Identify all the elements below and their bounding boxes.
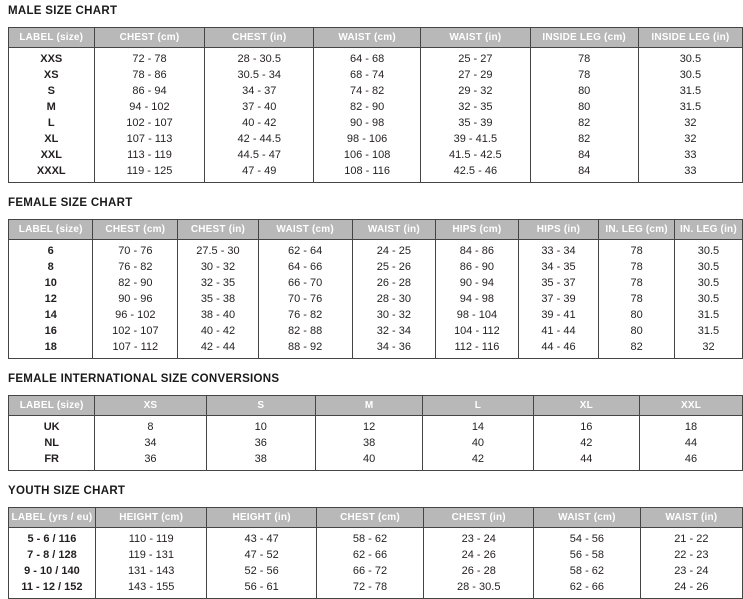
female-size-chart-table xyxy=(8,219,743,359)
value-cell: 110 - 119 xyxy=(95,528,207,548)
value-cell: 28 - 30 xyxy=(352,291,436,307)
value-cell: 42 - 44.5 xyxy=(205,131,314,147)
value-cell: 34 - 36 xyxy=(352,339,436,359)
column-header: WAIST (cm) xyxy=(258,220,352,240)
table-row xyxy=(9,99,743,115)
value-cell: 35 - 37 xyxy=(518,275,599,291)
value-cell: 47 - 52 xyxy=(207,547,316,563)
value-cell: 52 - 56 xyxy=(207,563,316,579)
row-label-cell: XXS xyxy=(9,48,95,68)
value-cell: 26 - 28 xyxy=(352,275,436,291)
column-header: WAIST (in) xyxy=(421,28,530,48)
value-cell: 42 xyxy=(533,435,639,451)
value-cell: 22 - 23 xyxy=(640,547,742,563)
value-cell: 34 - 35 xyxy=(518,259,599,275)
value-cell: 28 - 30.5 xyxy=(424,579,534,599)
value-cell: 30.5 xyxy=(638,48,742,68)
column-header: WAIST (in) xyxy=(640,508,742,528)
value-cell: 82 xyxy=(530,131,638,147)
value-cell: 32 - 35 xyxy=(178,275,259,291)
header-row xyxy=(9,220,743,240)
value-cell: 25 - 26 xyxy=(352,259,436,275)
table-row xyxy=(9,435,743,451)
column-header: CHEST (cm) xyxy=(93,220,178,240)
value-cell: 30.5 xyxy=(674,275,742,291)
table-row xyxy=(9,115,743,131)
value-cell: 39 - 41.5 xyxy=(421,131,530,147)
value-cell: 44.5 - 47 xyxy=(205,147,314,163)
value-cell: 33 xyxy=(638,147,742,163)
value-cell: 80 xyxy=(530,83,638,99)
value-cell: 98 - 104 xyxy=(436,307,518,323)
value-cell: 44 xyxy=(533,451,639,471)
female-international-size-conversions-table xyxy=(8,395,743,471)
value-cell: 74 - 82 xyxy=(314,83,421,99)
column-header: LABEL (size) xyxy=(9,28,95,48)
table-row xyxy=(9,547,743,563)
value-cell: 33 - 34 xyxy=(518,240,599,260)
value-cell: 84 xyxy=(530,147,638,163)
row-label-cell: 6 xyxy=(9,240,93,260)
column-header: WAIST (cm) xyxy=(314,28,421,48)
table-row xyxy=(9,240,743,260)
row-label-cell: XXL xyxy=(9,147,95,163)
row-label-cell: NL xyxy=(9,435,95,451)
section-female-international-size-conversions xyxy=(8,372,743,471)
value-cell: 66 - 72 xyxy=(316,563,424,579)
value-cell: 107 - 113 xyxy=(94,131,205,147)
value-cell: 90 - 96 xyxy=(93,291,178,307)
column-header: IN. LEG (in) xyxy=(674,220,742,240)
value-cell: 41.5 - 42.5 xyxy=(421,147,530,163)
column-header: CHEST (cm) xyxy=(316,508,424,528)
value-cell: 31.5 xyxy=(674,323,742,339)
value-cell: 56 - 58 xyxy=(534,547,640,563)
table-row xyxy=(9,307,743,323)
header-row xyxy=(9,508,743,528)
male-size-chart-title: MALE SIZE CHART xyxy=(8,5,118,17)
row-label-cell: 11 - 12 / 152 xyxy=(9,579,96,599)
row-label-cell: 8 xyxy=(9,259,93,275)
value-cell: 108 - 116 xyxy=(314,163,421,183)
value-cell: 34 xyxy=(95,435,206,451)
value-cell: 72 - 78 xyxy=(316,579,424,599)
value-cell: 35 - 39 xyxy=(421,115,530,131)
column-header: INSIDE LEG (cm) xyxy=(530,28,638,48)
value-cell: 31.5 xyxy=(638,83,742,99)
value-cell: 24 - 26 xyxy=(640,579,742,599)
value-cell: 30.5 xyxy=(674,240,742,260)
row-label-cell: 18 xyxy=(9,339,93,359)
value-cell: 37 - 40 xyxy=(205,99,314,115)
value-cell: 90 - 98 xyxy=(314,115,421,131)
value-cell: 29 - 32 xyxy=(421,83,530,99)
column-header: HIPS (cm) xyxy=(436,220,518,240)
value-cell: 38 xyxy=(206,451,315,471)
value-cell: 54 - 56 xyxy=(534,528,640,548)
table-row xyxy=(9,416,743,436)
value-cell: 76 - 82 xyxy=(93,259,178,275)
value-cell: 18 xyxy=(640,416,743,436)
value-cell: 30.5 xyxy=(674,291,742,307)
value-cell: 31.5 xyxy=(638,99,742,115)
value-cell: 86 - 90 xyxy=(436,259,518,275)
value-cell: 82 xyxy=(530,115,638,131)
value-cell: 102 - 107 xyxy=(94,115,205,131)
row-label-cell: XL xyxy=(9,131,95,147)
row-label-cell: 16 xyxy=(9,323,93,339)
value-cell: 58 - 62 xyxy=(316,528,424,548)
value-cell: 70 - 76 xyxy=(93,240,178,260)
value-cell: 23 - 24 xyxy=(640,563,742,579)
value-cell: 40 xyxy=(423,435,533,451)
value-cell: 36 xyxy=(206,435,315,451)
table-row xyxy=(9,323,743,339)
value-cell: 143 - 155 xyxy=(95,579,207,599)
value-cell: 40 - 42 xyxy=(178,323,259,339)
value-cell: 82 - 90 xyxy=(314,99,421,115)
value-cell: 34 - 37 xyxy=(205,83,314,99)
value-cell: 23 - 24 xyxy=(424,528,534,548)
table-row xyxy=(9,67,743,83)
value-cell: 38 - 40 xyxy=(178,307,259,323)
value-cell: 38 xyxy=(315,435,422,451)
value-cell: 43 - 47 xyxy=(207,528,316,548)
value-cell: 131 - 143 xyxy=(95,563,207,579)
value-cell: 28 - 30.5 xyxy=(205,48,314,68)
table-row xyxy=(9,147,743,163)
value-cell: 30.5 xyxy=(674,259,742,275)
male-size-chart-table xyxy=(8,27,743,183)
value-cell: 37 - 39 xyxy=(518,291,599,307)
value-cell: 113 - 119 xyxy=(94,147,205,163)
value-cell: 27.5 - 30 xyxy=(178,240,259,260)
value-cell: 39 - 41 xyxy=(518,307,599,323)
column-header: INSIDE LEG (in) xyxy=(638,28,742,48)
column-header: CHEST (in) xyxy=(178,220,259,240)
value-cell: 10 xyxy=(206,416,315,436)
value-cell: 27 - 29 xyxy=(421,67,530,83)
row-label-cell: UK xyxy=(9,416,95,436)
value-cell: 94 - 98 xyxy=(436,291,518,307)
value-cell: 62 - 64 xyxy=(258,240,352,260)
column-header: WAIST (in) xyxy=(352,220,436,240)
value-cell: 33 xyxy=(638,163,742,183)
youth-size-chart-table xyxy=(8,507,743,599)
value-cell: 78 - 86 xyxy=(94,67,205,83)
column-header: LABEL (size) xyxy=(9,220,93,240)
female-size-chart-title: FEMALE SIZE CHART xyxy=(8,197,133,209)
value-cell: 78 xyxy=(599,240,675,260)
value-cell: 88 - 92 xyxy=(258,339,352,359)
row-label-cell: 7 - 8 / 128 xyxy=(9,547,96,563)
table-row xyxy=(9,451,743,471)
section-youth-size-chart xyxy=(8,484,743,599)
value-cell: 56 - 61 xyxy=(207,579,316,599)
value-cell: 32 xyxy=(674,339,742,359)
value-cell: 32 xyxy=(638,115,742,131)
value-cell: 78 xyxy=(599,275,675,291)
value-cell: 78 xyxy=(530,48,638,68)
value-cell: 31.5 xyxy=(674,307,742,323)
row-label-cell: 5 - 6 / 116 xyxy=(9,528,96,548)
column-header: XXL xyxy=(640,396,743,416)
section-male-size-chart xyxy=(8,4,743,183)
column-header: XL xyxy=(533,396,639,416)
column-header: CHEST (in) xyxy=(205,28,314,48)
value-cell: 47 - 49 xyxy=(205,163,314,183)
table-row xyxy=(9,579,743,599)
value-cell: 106 - 108 xyxy=(314,147,421,163)
value-cell: 107 - 112 xyxy=(93,339,178,359)
value-cell: 42 xyxy=(423,451,533,471)
value-cell: 78 xyxy=(530,67,638,83)
value-cell: 68 - 74 xyxy=(314,67,421,83)
row-label-cell: 14 xyxy=(9,307,93,323)
value-cell: 32 xyxy=(638,131,742,147)
column-header: S xyxy=(206,396,315,416)
value-cell: 104 - 112 xyxy=(436,323,518,339)
value-cell: 98 - 106 xyxy=(314,131,421,147)
value-cell: 26 - 28 xyxy=(424,563,534,579)
value-cell: 78 xyxy=(599,259,675,275)
value-cell: 8 xyxy=(95,416,206,436)
value-cell: 32 - 35 xyxy=(421,99,530,115)
row-label-cell: L xyxy=(9,115,95,131)
value-cell: 82 - 88 xyxy=(258,323,352,339)
column-header: WAIST (cm) xyxy=(534,508,640,528)
table-row xyxy=(9,48,743,68)
value-cell: 24 - 26 xyxy=(424,547,534,563)
size-charts-document xyxy=(8,4,743,599)
value-cell: 21 - 22 xyxy=(640,528,742,548)
value-cell: 64 - 66 xyxy=(258,259,352,275)
value-cell: 30 - 32 xyxy=(178,259,259,275)
row-label-cell: 10 xyxy=(9,275,93,291)
column-header: HEIGHT (cm) xyxy=(95,508,207,528)
column-header: CHEST (cm) xyxy=(94,28,205,48)
value-cell: 12 xyxy=(315,416,422,436)
value-cell: 82 xyxy=(599,339,675,359)
value-cell: 16 xyxy=(533,416,639,436)
value-cell: 72 - 78 xyxy=(94,48,205,68)
table-row xyxy=(9,275,743,291)
row-label-cell: 12 xyxy=(9,291,93,307)
value-cell: 76 - 82 xyxy=(258,307,352,323)
column-header: IN. LEG (cm) xyxy=(599,220,675,240)
youth-size-chart-title: YOUTH SIZE CHART xyxy=(8,485,126,497)
header-row xyxy=(9,396,743,416)
table-row xyxy=(9,563,743,579)
column-header: LABEL (size) xyxy=(9,396,95,416)
value-cell: 42.5 - 46 xyxy=(421,163,530,183)
value-cell: 119 - 125 xyxy=(94,163,205,183)
table-row xyxy=(9,259,743,275)
value-cell: 62 - 66 xyxy=(316,547,424,563)
table-row xyxy=(9,528,743,548)
value-cell: 40 - 42 xyxy=(205,115,314,131)
row-label-cell: FR xyxy=(9,451,95,471)
table-row xyxy=(9,163,743,183)
value-cell: 58 - 62 xyxy=(534,563,640,579)
column-header: M xyxy=(315,396,422,416)
value-cell: 30.5 - 34 xyxy=(205,67,314,83)
value-cell: 96 - 102 xyxy=(93,307,178,323)
value-cell: 24 - 25 xyxy=(352,240,436,260)
column-header: HIPS (in) xyxy=(518,220,599,240)
value-cell: 70 - 76 xyxy=(258,291,352,307)
value-cell: 44 - 46 xyxy=(518,339,599,359)
value-cell: 46 xyxy=(640,451,743,471)
value-cell: 25 - 27 xyxy=(421,48,530,68)
value-cell: 42 - 44 xyxy=(178,339,259,359)
value-cell: 112 - 116 xyxy=(436,339,518,359)
value-cell: 64 - 68 xyxy=(314,48,421,68)
row-label-cell: XXXL xyxy=(9,163,95,183)
value-cell: 36 xyxy=(95,451,206,471)
section-female-size-chart xyxy=(8,196,743,359)
value-cell: 14 xyxy=(423,416,533,436)
value-cell: 102 - 107 xyxy=(93,323,178,339)
column-header: L xyxy=(423,396,533,416)
value-cell: 66 - 70 xyxy=(258,275,352,291)
row-label-cell: M xyxy=(9,99,95,115)
value-cell: 84 - 86 xyxy=(436,240,518,260)
row-label-cell: S xyxy=(9,83,95,99)
table-row xyxy=(9,291,743,307)
value-cell: 78 xyxy=(599,291,675,307)
value-cell: 84 xyxy=(530,163,638,183)
value-cell: 90 - 94 xyxy=(436,275,518,291)
value-cell: 80 xyxy=(599,323,675,339)
value-cell: 41 - 44 xyxy=(518,323,599,339)
value-cell: 80 xyxy=(530,99,638,115)
value-cell: 35 - 38 xyxy=(178,291,259,307)
header-row xyxy=(9,28,743,48)
value-cell: 32 - 34 xyxy=(352,323,436,339)
column-header: HEIGHT (in) xyxy=(207,508,316,528)
row-label-cell: 9 - 10 / 140 xyxy=(9,563,96,579)
value-cell: 62 - 66 xyxy=(534,579,640,599)
table-row xyxy=(9,339,743,359)
column-header: XS xyxy=(95,396,206,416)
row-label-cell: XS xyxy=(9,67,95,83)
value-cell: 80 xyxy=(599,307,675,323)
value-cell: 94 - 102 xyxy=(94,99,205,115)
value-cell: 119 - 131 xyxy=(95,547,207,563)
table-row xyxy=(9,83,743,99)
value-cell: 82 - 90 xyxy=(93,275,178,291)
value-cell: 44 xyxy=(640,435,743,451)
column-header: LABEL (yrs / eu) xyxy=(9,508,96,528)
female-international-size-conversions-title: FEMALE INTERNATIONAL SIZE CONVERSIONS xyxy=(8,373,280,385)
value-cell: 40 xyxy=(315,451,422,471)
value-cell: 30 - 32 xyxy=(352,307,436,323)
value-cell: 86 - 94 xyxy=(94,83,205,99)
table-row xyxy=(9,131,743,147)
value-cell: 30.5 xyxy=(638,67,742,83)
column-header: CHEST (in) xyxy=(424,508,534,528)
